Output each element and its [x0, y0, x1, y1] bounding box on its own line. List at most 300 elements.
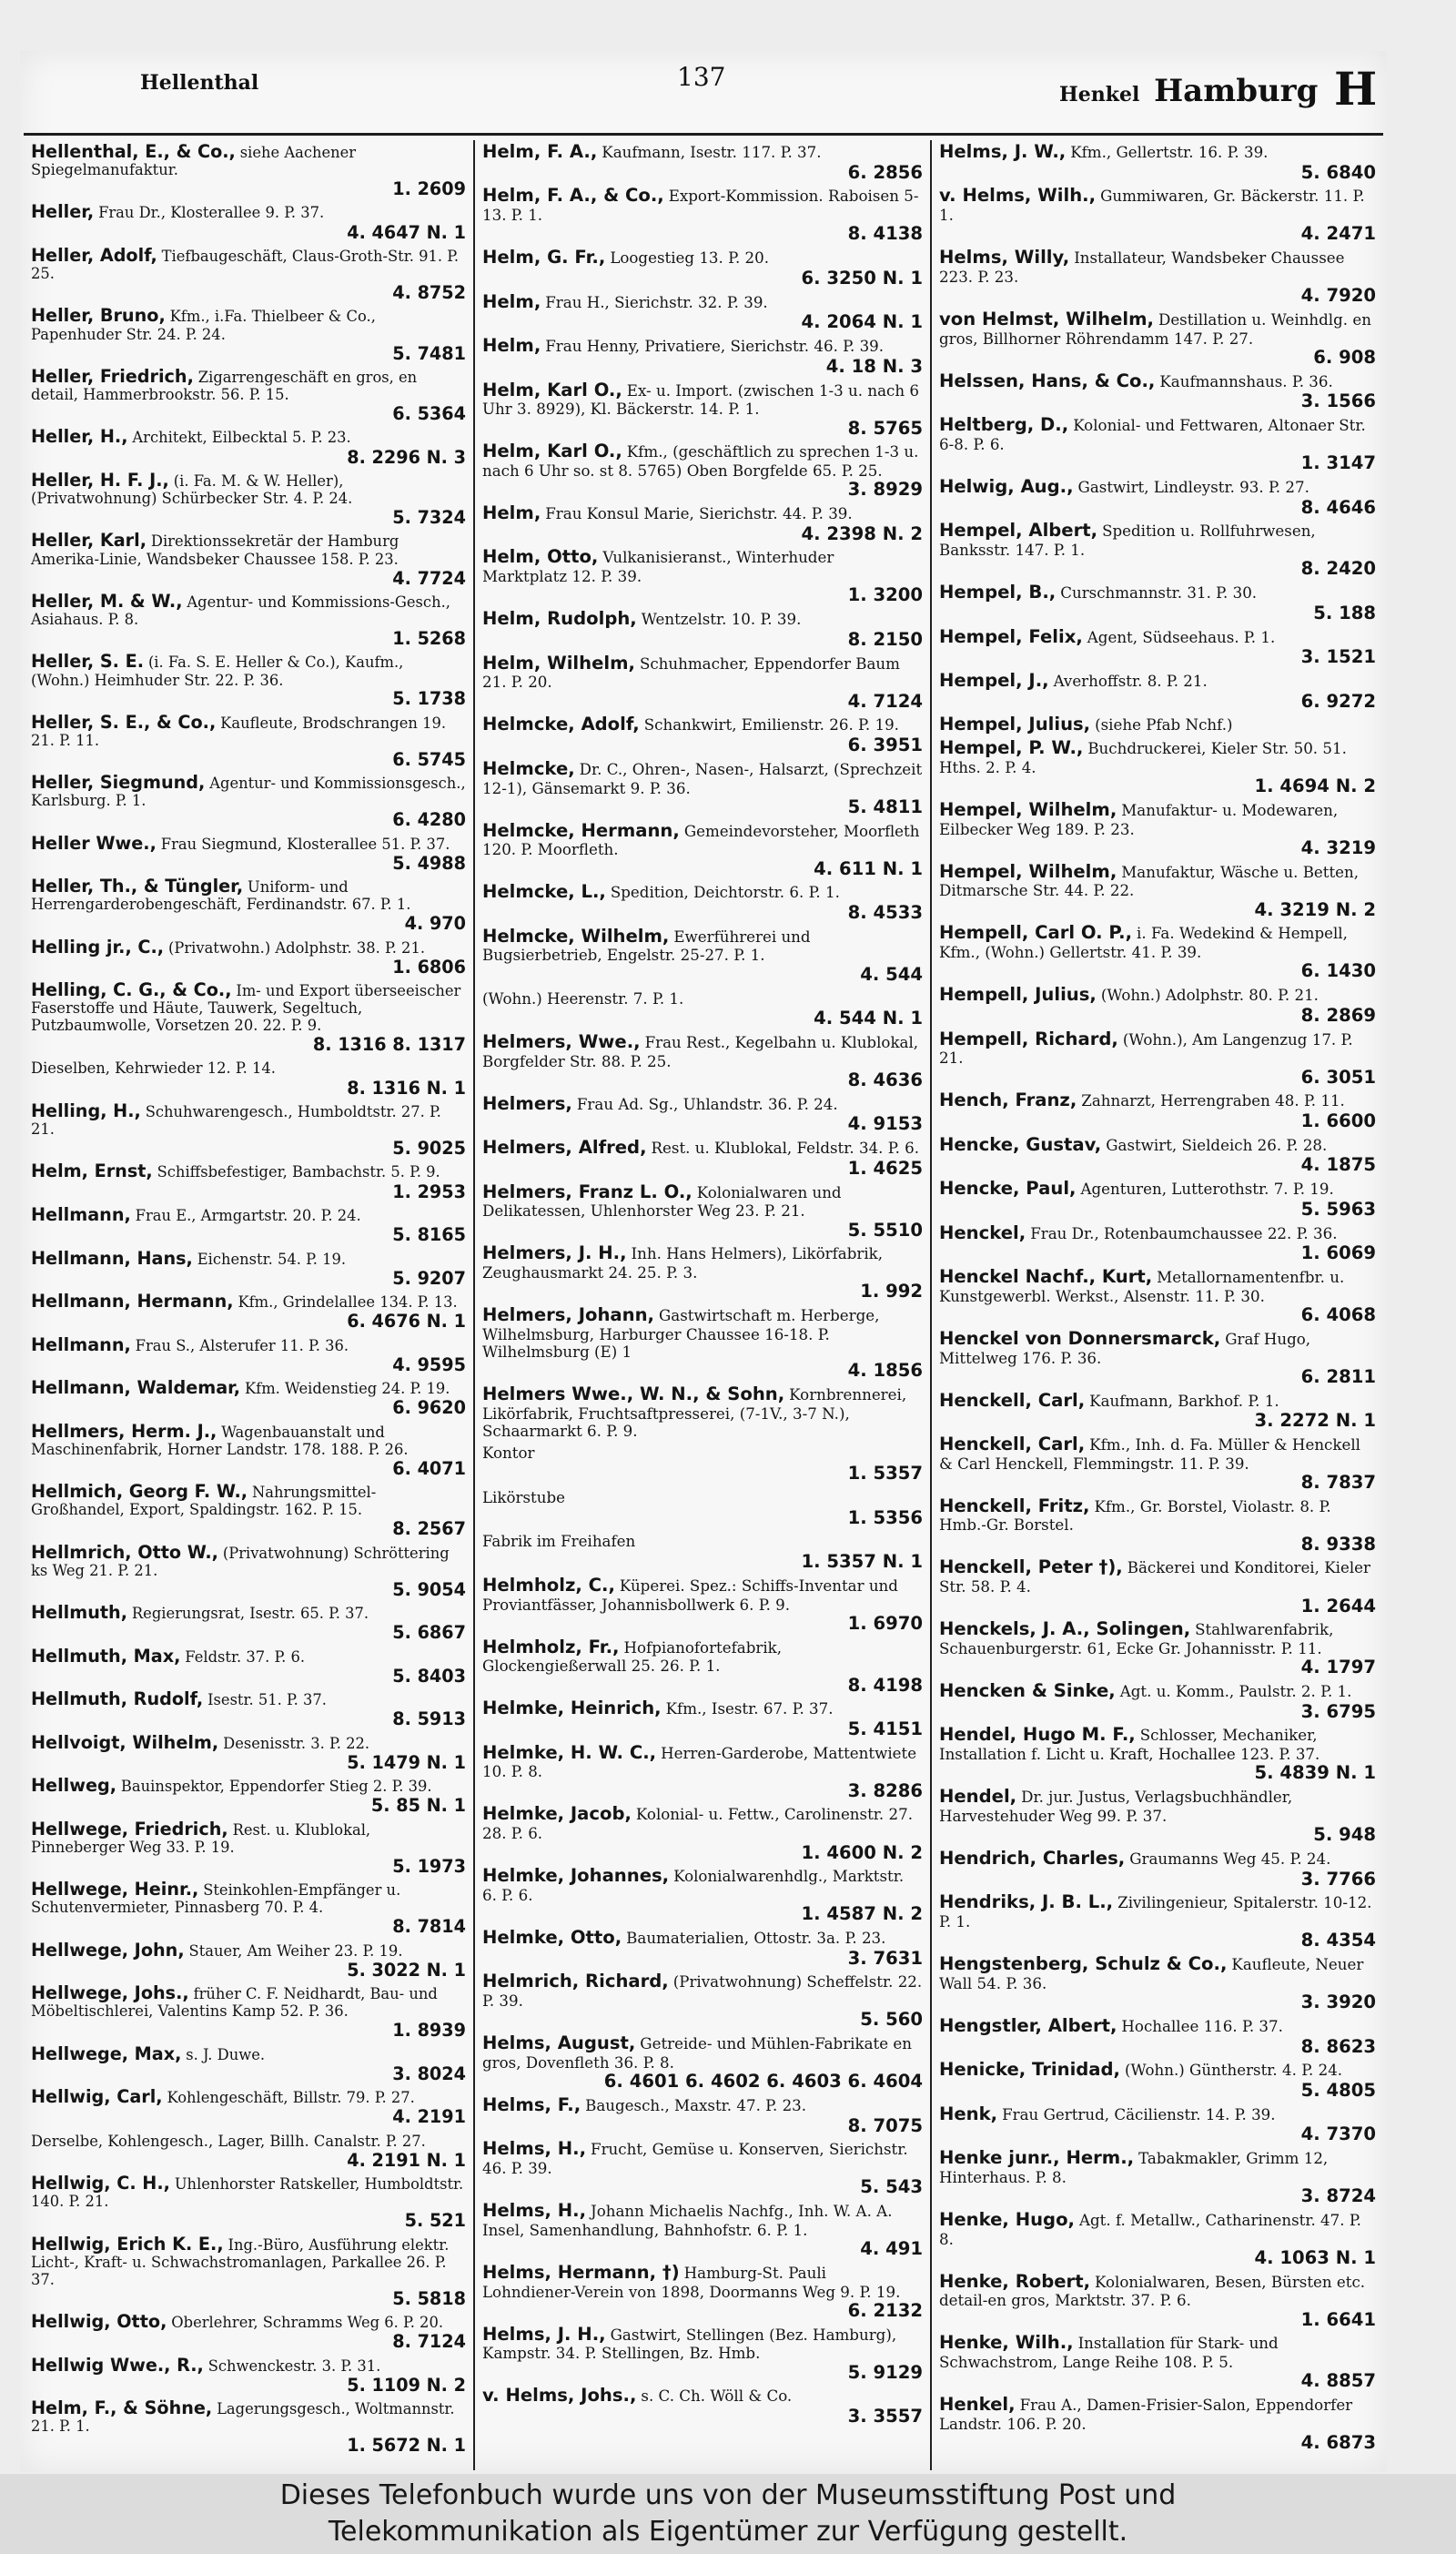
entry-phone: 1. 5268: [392, 627, 466, 649]
entry-details: Desenisstr. 3. P. 22.: [223, 1734, 370, 1752]
entry-phone: 5. 7481: [392, 342, 466, 364]
directory-entry: [31, 1941, 466, 1981]
entry-name: Helmers, Franz L. O.,: [482, 1181, 693, 1202]
entry-details: (Privatwohnung) Scheffelstr. 22. P. 39.: [482, 1973, 923, 2011]
entry-name: Hellwege, Friedrich,: [31, 1818, 228, 1839]
entry-name: Helmcke,: [482, 757, 575, 779]
entry-name: v. Helms, Wilh.,: [939, 185, 1097, 207]
entry-name: Helmke, H. W. C.,: [482, 1741, 657, 1763]
entry-details: Rest. u. Klublokal, Pinneberger Weg 33. P. 19.: [31, 1820, 371, 1856]
entry-phone: 1. 5357 N. 1: [801, 1551, 923, 1573]
entry-phone: 8. 2420: [1300, 558, 1376, 580]
entry-details: Frucht, Gemüse u. Konserven, Sierichstr. 46. P. 39.: [482, 2141, 908, 2178]
entry-phone: 6. 5364: [392, 403, 466, 425]
directory-entry: [31, 1101, 466, 1159]
entry-details: Installateur, Wandsbeker Chaussee 223. P. 23.: [939, 249, 1345, 286]
directory-entry: [31, 980, 466, 1055]
entry-phone: 8. 1316 8. 1317: [312, 1034, 466, 1056]
directory-entry: [939, 627, 1376, 668]
entry-details: Metallornamentenfbr. u. Kunstgewerbl. Werkst., Alsenstr. 11. P. 30.: [939, 1269, 1345, 1305]
entry-name: Hellmuth, Rudolf,: [31, 1688, 204, 1710]
entry-details: Frau E., Armgartstr. 20. P. 24.: [135, 1207, 361, 1224]
entry-phone: 4. 9153: [847, 1113, 923, 1135]
directory-entry: [482, 715, 923, 755]
directory-entry: [31, 2235, 466, 2309]
directory-entry: [482, 1743, 923, 1802]
entry-phone: 1. 4694 N. 2: [1254, 775, 1376, 797]
directory-entry: [31, 937, 466, 978]
entry-name: Heller, H.,: [31, 426, 128, 448]
entry-phone: 5. 521: [404, 2210, 466, 2232]
entry-name: Henckel von Donnersmarck,: [939, 1327, 1221, 1349]
directory-entry: [939, 2016, 1376, 2057]
directory-entry: [939, 2395, 1376, 2454]
entry-name: Heller,: [31, 201, 95, 223]
directory-entry: [939, 415, 1376, 474]
entry-details: Loogestieg 13. P. 20.: [610, 249, 770, 268]
entry-phone: 8. 4636: [847, 1069, 923, 1090]
entry-name: Heller, Friedrich,: [31, 365, 194, 387]
entry-name: Hencke, Paul,: [939, 1178, 1077, 1200]
directory-entry: [31, 1543, 466, 1600]
directory-entry: [31, 202, 466, 243]
entry-details: Agt. u. Komm., Paulstr. 2. P. 1.: [1119, 1682, 1352, 1700]
entry-name: Hempel, Felix,: [939, 625, 1083, 647]
entry-name: Helwig, Aug.,: [939, 475, 1074, 497]
entry-phone: 6. 4071: [392, 1457, 466, 1479]
entry-phone: 3. 3557: [847, 2406, 923, 2427]
entry-name: Hempell, Julius,: [939, 984, 1097, 1006]
directory-entry: [482, 1531, 923, 1572]
directory-entry: [939, 1849, 1376, 1890]
directory-entry: [482, 1243, 923, 1302]
directory-entry: [482, 988, 923, 1029]
directory-entry: [939, 923, 1376, 982]
directory-entry: [31, 652, 466, 709]
directory-entry: [939, 1496, 1376, 1556]
entry-name: Heller Wwe.,: [31, 832, 157, 854]
directory-entry: [482, 1928, 923, 1969]
directory-entry: [939, 371, 1376, 412]
entry-phone: 5. 948: [1313, 1824, 1376, 1846]
entry-name: Helms, August,: [482, 2032, 636, 2054]
entry-details: Kfm., Isestr. 67. P. 37.: [665, 1700, 834, 1718]
footer-notice: [0, 2474, 1456, 2554]
directory-entry: [482, 336, 923, 377]
entry-details: Stauer, Am Weiher 23. P. 19.: [188, 1941, 403, 1960]
directory-entry: [939, 1179, 1376, 1220]
entry-phone: 4. 1875: [1300, 1154, 1376, 1176]
directory-entry: [939, 800, 1376, 859]
directory-entry: [939, 2210, 1376, 2269]
entry-details: Kfm. Weidenstieg 24. P. 19.: [244, 1380, 450, 1398]
entry-name: Helms, H.,: [482, 2138, 587, 2160]
entry-details: Architekt, Eilbecktal 5. P. 23.: [132, 429, 351, 447]
directory-entry: [939, 1954, 1376, 2013]
directory-entry: [31, 2356, 466, 2397]
directory-entry: [482, 1182, 923, 1242]
entry-name: Hempel, P. W.,: [939, 737, 1084, 759]
entry-details: Gastwirt, Lindleystr. 93. P. 27.: [1077, 478, 1309, 496]
entry-phone: 6. 908: [1313, 346, 1376, 368]
entry-details: Frau Dr., Rotenbaumchaussee 22. P. 36.: [1030, 1224, 1338, 1242]
entry-details: Uniform- und Herrengarderobengeschäft, Ferdinandstr. 67. P. 1.: [31, 878, 411, 914]
entry-phone: 1. 4625: [847, 1157, 923, 1179]
entry-phone: 8. 5765: [847, 417, 923, 439]
entry-details: Agentur- und Kommissionsgesch., Karlsburg. P. 1.: [31, 775, 466, 810]
entry-name: Heller, Adolf,: [31, 244, 157, 266]
entry-phone: 8. 5913: [392, 1708, 466, 1730]
entry-phone: 1. 4600 N. 2: [801, 1841, 923, 1863]
entry-name: Henkel,: [939, 2394, 1016, 2416]
entry-phone: 6. 3051: [1300, 1066, 1376, 1088]
directory-entry: [482, 1032, 923, 1091]
entry-name: Helms, J. W.,: [939, 141, 1067, 162]
entry-name: Henckels, J. A., Solingen,: [939, 1618, 1191, 1640]
entry-phone: 5. 9054: [392, 1578, 466, 1600]
entry-name: Helmholz, C.,: [482, 1574, 615, 1596]
entry-phone: 1. 3200: [847, 584, 923, 606]
entry-name: Helmers, Alfred,: [482, 1137, 647, 1159]
entry-name: Helmrich, Richard,: [482, 1971, 669, 1992]
entry-phone: 5. 188: [1313, 602, 1376, 623]
entry-name: Hellwig, Carl,: [31, 2086, 163, 2108]
entry-phone: 5. 543: [860, 2176, 923, 2198]
entry-name: Hellmann, Waldemar,: [31, 1377, 241, 1399]
entry-details: Frau H., Sierichstr. 32. P. 39.: [545, 293, 768, 311]
entry-name: Hellmann, Hans,: [31, 1247, 193, 1269]
entry-phone: 4. 7370: [1300, 2123, 1376, 2145]
directory-entry: [939, 1267, 1376, 1326]
entry-phone: 8. 4533: [847, 902, 923, 924]
directory-entry: [939, 186, 1376, 245]
entry-details: Kfm., Gr. Borstel, Violastr. 8. P. Hmb.-Gr. Borstel.: [939, 1497, 1331, 1535]
directory-entry: [939, 1090, 1376, 1131]
entry-details: Ex- u. Import. (zwischen 1-3 u. nach 6 Uhr 3. 8929), Kl. Bäckerstr. 14. P. 1.: [482, 381, 919, 419]
entry-details: Kontor: [482, 1444, 535, 1463]
entry-name: Henk,: [939, 2103, 998, 2124]
directory-entry: [482, 292, 923, 333]
directory-entry: [482, 2386, 923, 2427]
entry-details: Agenturen, Lutterothstr. 7. P. 19.: [1080, 1181, 1334, 1199]
entry-phone: 5. 5963: [1300, 1198, 1376, 1220]
entry-phone: 5. 7324: [392, 507, 466, 529]
entry-name: Helm, F., & Söhne,: [31, 2397, 213, 2419]
entry-name: Helssen, Hans, & Co.,: [939, 370, 1156, 391]
entry-phone: 5. 1738: [392, 688, 466, 710]
entry-details: Agentur- und Kommissions-Gesch., Asiahaus. P. 8.: [31, 593, 450, 629]
entry-phone: 5. 5510: [847, 1219, 923, 1241]
entry-phone: 4. 544: [860, 963, 923, 985]
directory-entry: [482, 2033, 923, 2093]
entry-phone: 1. 5356: [847, 1506, 923, 1528]
entry-phone: 8. 8623: [1300, 2035, 1376, 2057]
entry-details: Gemeindevorsteher, Moorfleth 120. P. Moorfleth.: [482, 822, 920, 859]
entry-name: Hellweg,: [31, 1775, 116, 1797]
entry-name: Hellmuth,: [31, 1602, 127, 1624]
entry-phone: 8. 4354: [1300, 1930, 1376, 1951]
entry-details: Steinkohlen-Empfänger u. Schutenvermieter, Pinnasberg 70. P. 4.: [31, 1881, 401, 1917]
entry-name: Helms, Willy,: [939, 247, 1070, 269]
entry-details: Bäckerei und Konditorei, Kieler Str. 58. P. 4.: [939, 1559, 1370, 1596]
entry-details: Derselbe, Kohlengesch., Lager, Billh. Canalstr. P. 27.: [31, 2132, 426, 2150]
entry-name: Helm, F. A.,: [482, 141, 598, 162]
entry-phone: 3. 8724: [1300, 2185, 1376, 2207]
directory-entry: [939, 2333, 1376, 2392]
directory-entry: [939, 2060, 1376, 2101]
entry-details: Frau Konsul Marie, Sierichstr. 44. P. 39.: [545, 505, 853, 522]
directory-entry: [482, 1971, 923, 2031]
entry-name: Heller, S. E.: [31, 651, 145, 673]
directory-entry: [31, 1603, 466, 1644]
entry-phone: 5. 4839 N. 1: [1254, 1762, 1376, 1784]
footer-line-2: Telekommunikation als Eigentümer zur Verfügung gestellt.: [328, 2516, 1128, 2548]
entry-name: Helms, J. H.,: [482, 2323, 606, 2345]
entry-details: Kolonialwarenhdlg., Marktstr. 6. P. 6.: [482, 1868, 905, 1904]
entry-details: Fabrik im Freihafen: [482, 1533, 636, 1551]
entry-phone: 6. 4280: [392, 809, 466, 831]
entry-name: Hellmuth, Max,: [31, 1645, 181, 1667]
entry-phone: 3. 6795: [1300, 1700, 1376, 1722]
directory-entry: [31, 1378, 466, 1419]
entry-phone: 5. 1973: [392, 1855, 466, 1877]
entry-name: Heller, M. & W.,: [31, 590, 183, 612]
entry-name: Helmcke, Wilhelm,: [482, 925, 670, 947]
entry-details: Kolonialwaren und Delikatessen, Uhlenhorster Weg 23. P. 21.: [482, 1183, 842, 1221]
entry-details: Vulkanisieranst., Winterhuder Marktplatz 12. P. 39.: [482, 549, 834, 586]
entry-name: Heller, H. F. J.,: [31, 469, 169, 491]
entry-phone: 4. 7724: [392, 567, 466, 589]
entry-phone: 4. 2064 N. 1: [801, 311, 923, 333]
entry-details: (i. Fa. M. & W. Heller), (Privatwohnung) Schürbecker Str. 4. P. 24.: [31, 471, 353, 508]
entry-name: Heltberg, D.,: [939, 414, 1069, 436]
entry-phone: 8. 2869: [1300, 1004, 1376, 1026]
entry-name: Helm, Otto,: [482, 546, 599, 568]
entry-phone: 3. 1566: [1300, 390, 1376, 412]
entry-phone: 4. 4647 N. 1: [347, 221, 466, 243]
entry-phone: 5. 4811: [847, 796, 923, 817]
entry-name: Helm, G. Fr.,: [482, 247, 606, 269]
directory-entry: [482, 1487, 923, 1528]
directory-entry: [31, 1482, 466, 1539]
entry-name: Hellmich, Georg F. W.,: [31, 1481, 248, 1503]
directory-entry: [31, 773, 466, 830]
entry-details: Manufaktur, Wäsche u. Betten, Ditmarsche Str. 44. P. 22.: [939, 863, 1360, 900]
entry-details: Kaufleute, Brodschrangen 19. 21. P. 11.: [31, 714, 447, 749]
entry-name: Helmke, Johannes,: [482, 1865, 670, 1887]
entry-phone: 6. 4676 N. 1: [347, 1311, 466, 1333]
entry-phone: 6. 3951: [847, 735, 923, 756]
entry-phone: 5. 5818: [392, 2287, 466, 2309]
directory-entry: [482, 380, 923, 440]
entry-details: Spedition u. Rollfuhrwesen, Banksstr. 147. P. 1.: [939, 522, 1316, 560]
entry-name: Hempel, Julius,: [939, 714, 1091, 735]
directory-entry: [939, 309, 1376, 369]
directory-entry: [482, 503, 923, 544]
entry-details: Baumaterialien, Ottostr. 3a. P. 23.: [626, 1929, 886, 1947]
entry-phone: 6. 5745: [392, 748, 466, 770]
entry-details: (Wohn.), Am Langenzug 17. P. 21.: [939, 1030, 1353, 1068]
entry-name: Hempel, Wilhelm,: [939, 860, 1117, 882]
directory-entry: [482, 654, 923, 713]
entry-name: Heller, Bruno,: [31, 305, 166, 327]
entry-phone: 8. 7124: [392, 2331, 466, 2353]
entry-phone: 6. 4068: [1300, 1304, 1376, 1326]
entry-name: Henke, Wilh.,: [939, 2332, 1074, 2354]
entry-details: Zigarrengeschäft en gros, en detail, Hammerbrookstr. 56. P. 15.: [31, 368, 418, 404]
entry-details: Regierungsrat, Isestr. 65. P. 37.: [131, 1605, 369, 1623]
entry-phone: 1. 6641: [1300, 2308, 1376, 2330]
entry-details: Kaufmannshaus. P. 36.: [1159, 372, 1333, 390]
entry-phone: 4. 2471: [1300, 223, 1376, 245]
page-number: 137: [677, 62, 726, 92]
entry-phone: 6. 4601 6. 4602 6. 4603 6. 4604: [603, 2071, 923, 2093]
entry-phone: 3. 7766: [1300, 1868, 1376, 1890]
entry-phone: 4. 544 N. 1: [814, 1008, 923, 1029]
directory-entry: [31, 1776, 466, 1817]
entry-phone: 1. 6970: [847, 1612, 923, 1634]
entry-name: Helmholz, Fr.,: [482, 1636, 620, 1657]
entry-details: Export-Kommission. Raboisen 5-13. P. 1.: [482, 187, 919, 225]
entry-name: Hencke, Gustav,: [939, 1133, 1102, 1155]
directory-entry: [31, 1422, 466, 1479]
entry-phone: 3. 8286: [847, 1779, 923, 1801]
entry-details: Ing.-Büro, Ausführung elektr. Licht-, Kraft- u. Schwachstromanlagen, Parkallee 26. P. 37.: [31, 2235, 450, 2288]
entry-phone: 8. 4138: [847, 223, 923, 245]
entry-details: Graf Hugo, Mittelweg 176. P. 36.: [939, 1330, 1311, 1367]
entry-details: Wentzelstr. 10. P. 39.: [641, 611, 802, 629]
directory-entry: [482, 186, 923, 245]
entry-phone: 4. 6873: [1300, 2432, 1376, 2454]
entry-name: Helm, Karl O.,: [482, 379, 622, 400]
entry-details: Spedition, Deichtorstr. 6. P. 1.: [610, 884, 840, 902]
entry-details: Johann Michaelis Nachfg., Inh. W. A. A. Insel, Samenhandlung, Bahnhofstr. 6. P. 1.: [482, 2203, 893, 2239]
entry-name: Hellwig, Erich K. E.,: [31, 2233, 224, 2255]
entry-details: (Wohn.) Heerenstr. 7. P. 1.: [482, 989, 684, 1008]
entry-details: Tabakmakler, Grimm 12, Hinterhaus. P. 8.: [939, 2150, 1329, 2186]
entry-details: Wagenbauanstalt und Maschinenfabrik, Horner Landstr. 178. 188. P. 26.: [31, 1423, 409, 1458]
directory-entry: [482, 927, 923, 986]
entry-details: Kolonialwaren, Besen, Bürsten etc. detail-en gros, Marktstr. 37. P. 6.: [939, 2273, 1366, 2310]
entry-phone: 5. 85 N. 1: [370, 1795, 466, 1817]
column-2: [475, 140, 932, 2470]
entry-name: Heller, Karl,: [31, 530, 147, 552]
directory-entry: [482, 1866, 923, 1925]
entry-name: Hencken & Sinke,: [939, 1679, 1116, 1701]
entry-details: Isestr. 51. P. 37.: [207, 1691, 327, 1709]
entry-details: Schuhmacher, Eppendorfer Baum 21. P. 20.: [482, 654, 900, 692]
entry-phone: 1. 6600: [1300, 1110, 1376, 1131]
entry-phone: 4. 7920: [1300, 285, 1376, 307]
entry-phone: 1. 6069: [1300, 1242, 1376, 1264]
directory-entry: [939, 1725, 1376, 1784]
entry-details: Kfm., Grindelallee 134. P. 13.: [238, 1293, 458, 1312]
entry-name: Henckel Nachf., Kurt,: [939, 1266, 1153, 1288]
entry-details: Kolonial- und Fettwaren, Altonaer Str. 6-8. P. 6.: [939, 417, 1366, 453]
column-1: [24, 140, 475, 2470]
entry-phone: 4. 18 N. 3: [825, 355, 923, 377]
entry-name: Henke junr., Herm.,: [939, 2147, 1135, 2169]
entry-phone: 5. 3022 N. 1: [347, 1959, 466, 1981]
directory-entry: [31, 2131, 466, 2172]
entry-details: s. J. Duwe.: [186, 2045, 266, 2063]
entry-details: Direktionssekretär der Hamburg Amerika-Linie, Wandsbeker Chaussee 158. P. 23.: [31, 532, 399, 568]
entry-name: Helmers Wwe., W. N., & Sohn,: [482, 1383, 785, 1405]
entry-name: Helm, Karl O.,: [482, 441, 622, 462]
directory-entry: [939, 2148, 1376, 2207]
directory-entry: [939, 1619, 1376, 1678]
entry-details: Agt. f. Metallw., Catharinenstr. 47. P. 8.: [939, 2211, 1361, 2248]
entry-details: Lagerungsgesch., Woltmannstr. 21. P. 1.: [31, 2400, 455, 2436]
entry-phone: 4. 2398 N. 2: [801, 522, 923, 544]
entry-details: (siehe Pfab Nchf.): [1095, 716, 1233, 735]
directory-entry: [31, 471, 466, 528]
entry-phone: 5. 4988: [392, 852, 466, 874]
entry-phone: 8. 1316 N. 1: [347, 1077, 466, 1099]
directory-entry: [482, 1138, 923, 1179]
directory-entry: [31, 1819, 466, 1877]
entry-name: Hengstenberg, Schulz & Co.,: [939, 1953, 1228, 1975]
entry-name: Hendel,: [939, 1786, 1017, 1808]
entry-details: (Wohn.) Adolphstr. 80. P. 21.: [1100, 987, 1319, 1005]
entry-phone: 5. 9025: [392, 1138, 466, 1160]
entry-name: Helling, H.,: [31, 1100, 141, 1122]
directory-entry: [939, 1892, 1376, 1951]
entry-phone: 8. 7837: [1300, 1472, 1376, 1493]
directory-entry: [31, 834, 466, 875]
entry-details: Installation für Stark- und Schwachstrom, Lange Reihe 108. P. 5.: [939, 2335, 1279, 2372]
entry-phone: 5. 6840: [1300, 161, 1376, 183]
entry-name: Helmke, Jacob,: [482, 1803, 632, 1825]
directory-entry: [31, 1292, 466, 1333]
entry-details: (Privatwohn.) Adolphstr. 38. P. 21.: [168, 938, 426, 957]
entry-name: Hellwig Wwe., R.,: [31, 2354, 204, 2376]
directory-entry: [482, 609, 923, 650]
entry-details: Oberlehrer, Schramms Weg 6. P. 20.: [171, 2313, 444, 2331]
entry-name: Helling jr., C.,: [31, 936, 165, 958]
entry-details: Kolonial- u. Fettw., Carolinenstr. 27. 28. P. 6.: [482, 1806, 913, 1843]
entry-name: Helms, F.,: [482, 2093, 581, 2115]
directory-entry: [939, 862, 1376, 921]
entry-phone: 8. 2150: [847, 628, 923, 650]
entry-name: Hellmers, Herm. J.,: [31, 1420, 217, 1442]
entry-phone: 4. 611 N. 1: [814, 857, 923, 879]
header-rule: [24, 133, 1383, 136]
entry-name: Heller, S. E., & Co.,: [31, 711, 217, 733]
entry-phone: 4. 3219 N. 2: [1254, 898, 1376, 920]
directory-entry: [939, 715, 1376, 735]
directory-entry: [482, 1576, 923, 1635]
entry-phone: 5. 8165: [392, 1224, 466, 1246]
entry-details: Kohlengeschäft, Billstr. 79. P. 27.: [167, 2089, 415, 2107]
entry-details: Schlosser, Mechaniker, Installation f. Licht u. Kraft, Hochallee 123. P. 37.: [939, 1727, 1320, 1764]
directory-entry: [31, 592, 466, 649]
entry-name: Hellwig, C. H.,: [31, 2173, 170, 2194]
directory-entry: [482, 248, 923, 289]
entry-phone: 1. 2644: [1300, 1595, 1376, 1617]
entry-details: Likörstube: [482, 1488, 565, 1506]
entry-details: Kornbrennerei, Likörfabrik, Fruchtsaftpresserei, (7-1V., 3-7 N.), Schaarmarkt 6. P. 9.: [482, 1386, 907, 1441]
directory-entry: [939, 1329, 1376, 1388]
directory-entry: [31, 2312, 466, 2353]
entry-name: von Helmst, Wilhelm,: [939, 308, 1154, 329]
entry-phone: 1. 4587 N. 2: [801, 1903, 923, 1925]
entry-details: Nahrungsmittel-Großhandel, Export, Spaldingstr. 162. P. 15.: [31, 1484, 377, 1519]
entry-phone: 6. 3250 N. 1: [801, 267, 923, 289]
entry-name: Hellmann,: [31, 1204, 131, 1225]
entry-name: Henckell, Carl,: [939, 1433, 1086, 1454]
directory-entry: [482, 759, 923, 818]
